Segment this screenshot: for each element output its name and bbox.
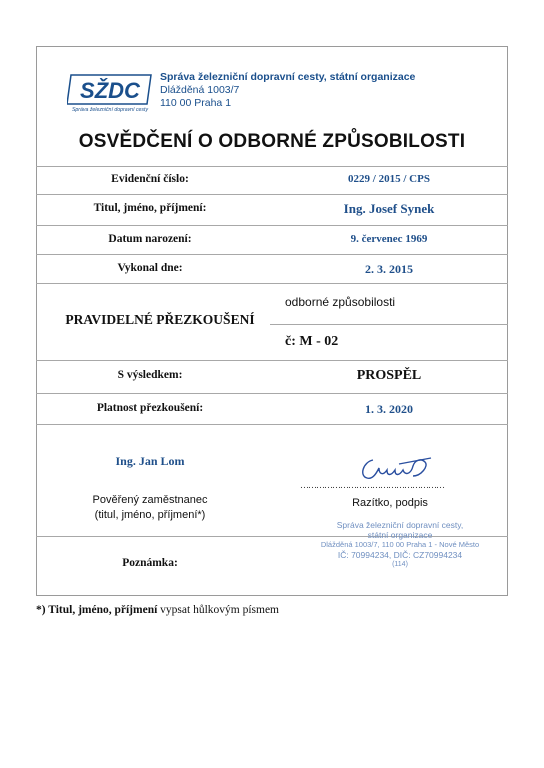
row-divider xyxy=(36,225,508,226)
stamp-line: Dlážděná 1003/7, 110 00 Praha 1 - Nové Město xyxy=(320,540,480,549)
organization-block xyxy=(160,71,415,110)
signatory-role-hint: (titul, jméno, příjmení*) xyxy=(94,509,206,521)
stamp-signature-label: Razítko, podpis xyxy=(352,497,428,509)
row-divider xyxy=(36,254,508,255)
signature-line: ……………………………………………… xyxy=(300,480,444,490)
row-divider xyxy=(36,194,508,195)
name-label: Titul, jméno, příjmení: xyxy=(93,202,207,214)
row-divider xyxy=(36,166,508,167)
signatory-role: Pověřený zaměstnanec xyxy=(92,494,208,506)
competence-label: odborné způsobilosti xyxy=(285,295,396,309)
competence-number: č: M - 02 xyxy=(285,334,339,349)
signatory-name: Ing. Jan Lom xyxy=(115,454,185,468)
stamp-line: (114) xyxy=(392,561,408,568)
row-divider xyxy=(36,424,508,425)
row-divider xyxy=(36,283,508,284)
footnote-text: vypsat hůlkovým písmem xyxy=(157,604,280,616)
validity-label: Platnost přezkoušení: xyxy=(96,402,204,414)
result-value: PROSPĚL xyxy=(356,368,422,383)
footnote xyxy=(36,604,279,616)
note-label: Poznámka: xyxy=(122,557,178,569)
row-divider xyxy=(36,393,508,394)
evidence-number-value: 0229 / 2015 / CPS xyxy=(348,173,430,185)
row-divider xyxy=(36,360,508,361)
exam-type: PRAVIDELNÉ PŘEZKOUŠENÍ xyxy=(65,312,255,327)
footnote-bold: *) Titul, jméno, příjmení xyxy=(36,604,158,616)
logo-text: SŽDC xyxy=(80,78,140,103)
row-divider xyxy=(270,324,508,325)
evidence-number-label: Evidenční číslo: xyxy=(111,173,189,185)
organization-city: 110 00 Praha 1 xyxy=(160,97,232,109)
stamp-line: Správa železniční dopravní cesty, xyxy=(336,520,464,530)
performed-date-label: Vykonal dne: xyxy=(117,262,183,274)
result-label: S výsledkem: xyxy=(117,369,183,381)
birth-date-label: Datum narození: xyxy=(108,233,192,245)
organization-name: Správa železniční dopravní cesty, státní organizace xyxy=(160,71,416,83)
birth-date-value: 9. červenec 1969 xyxy=(350,233,428,245)
szdc-logo xyxy=(67,71,155,113)
stamp-line: IČ: 70994234, DIČ: CZ70994234 xyxy=(337,550,463,560)
logo-caption: Správa železniční dopravní cesty xyxy=(71,107,149,113)
name-value: Ing. Josef Synek xyxy=(343,201,435,216)
validity-value: 1. 3. 2020 xyxy=(365,402,413,416)
document-title: OSVĚDČENÍ O ODBORNÉ ZPŮSOBILOSTI xyxy=(78,131,466,152)
performed-date-value: 2. 3. 2015 xyxy=(365,262,413,276)
official-stamp xyxy=(300,520,500,570)
organization-street: Dlážděná 1003/7 xyxy=(160,84,240,96)
stamp-line: státní organizace xyxy=(367,530,433,540)
